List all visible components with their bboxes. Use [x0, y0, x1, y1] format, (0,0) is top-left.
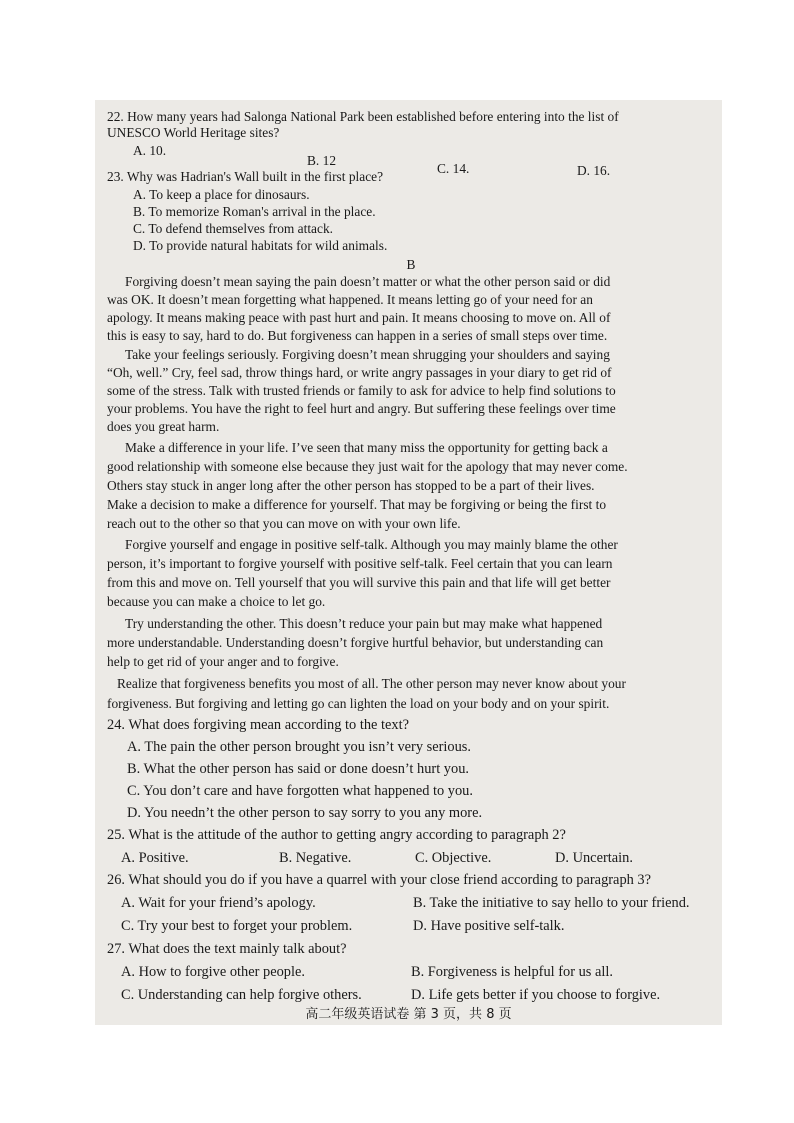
q27-option-a: A. How to forgive other people.	[121, 964, 305, 980]
passage-line: some of the stress. Talk with trusted friends or family to ask for advice to help find solutions to	[107, 383, 616, 398]
passage-line: good relationship with someone else because they just wait for the apology that may never come.	[107, 459, 628, 474]
q25-option-c: C. Objective.	[415, 850, 492, 866]
q24-option-d: D. You needn’t the other person to say sorry to you any more.	[127, 805, 483, 821]
passage-line: Try understanding the other. This doesn’t reduce your pain but may make what happened	[125, 616, 603, 631]
passage-line: forgiveness. But forgiving and letting go can lighten the load on your body and on your spirit.	[107, 696, 610, 711]
q24-option-b: B. What the other person has said or done doesn’t hurt you.	[127, 761, 469, 777]
q22-stem-line2: UNESCO World Heritage sites?	[107, 125, 280, 140]
passage-line: from this and move on. Tell yourself that you will survive this pain and that life will get better	[107, 575, 611, 590]
passage-line: person, it’s important to forgive yourself with positive self-talk. Feel certain that you can learn	[107, 556, 613, 571]
passage-line: does you great harm.	[107, 419, 220, 434]
q22-option-d: D. 16.	[577, 163, 611, 178]
passage-line: your problems. You have the right to feel hurt and angry. But suffering these feelings over time	[107, 401, 616, 416]
q23-option-d: D. To provide natural habitats for wild animals.	[133, 238, 388, 253]
passage-line: Forgive yourself and engage in positive self-talk. Although you may mainly blame the other	[125, 537, 618, 552]
page-footer: 高二年级英语试卷 第 3 页，共 8 页	[305, 1007, 512, 1022]
passage-line: Others stay stuck in anger long after the other person has stopped to be a part of their lives.	[107, 478, 595, 493]
q26-option-b: B. Take the initiative to say hello to your friend.	[413, 895, 690, 911]
q22-option-a: A. 10.	[133, 143, 167, 158]
passage-line: more understandable. Understanding doesn’t forgive hurtful behavior, but understanding can	[107, 635, 604, 650]
passage-line: Take your feelings seriously. Forgiving doesn’t mean shrugging your shoulders and saying	[125, 347, 610, 362]
passage-line: Make a difference in your life. I’ve seen that many miss the opportunity for getting back a	[125, 440, 608, 455]
q27-option-d: D. Life gets better if you choose to forgive.	[411, 987, 661, 1003]
q24-option-a: A. The pain the other person brought you isn’t very serious.	[127, 739, 471, 755]
q27-stem: 27. What does the text mainly talk about?	[107, 941, 347, 957]
q22-stem-line1: 22. How many years had Salonga National Park been established before entering into the list of	[107, 109, 619, 124]
q24-stem: 24. What does forgiving mean according to the text?	[107, 717, 409, 733]
q25-stem: 25. What is the attitude of the author to getting angry according to paragraph 2?	[107, 827, 566, 843]
q22-option-b: B. 12	[307, 153, 337, 168]
passage-line: reach out to the other so that you can move on with your own life.	[107, 516, 461, 531]
passage-line: was OK. It doesn’t mean forgetting what happened. It means letting go of your need for an	[107, 292, 593, 307]
q26-option-d: D. Have positive self-talk.	[413, 918, 565, 934]
q23-option-a: A. To keep a place for dinosaurs.	[133, 187, 310, 202]
q26-stem: 26. What should you do if you have a quarrel with your close friend according to paragraph 3?	[107, 872, 652, 888]
q25-option-a: A. Positive.	[121, 850, 189, 866]
passage-line: this is easy to say, hard to do. But forgiveness can happen in a series of small steps over time.	[107, 328, 608, 343]
q23-stem: 23. Why was Hadrian's Wall built in the first place?	[107, 169, 384, 184]
q23-option-b: B. To memorize Roman's arrival in the place.	[133, 204, 376, 219]
q25-option-b: B. Negative.	[279, 850, 352, 866]
passage-line: help to get rid of your anger and to forgive.	[107, 654, 339, 669]
q27-option-b: B. Forgiveness is helpful for us all.	[411, 964, 613, 980]
q25-option-d: D. Uncertain.	[555, 850, 633, 866]
q24-option-c: C. You don’t care and have forgotten what happened to you.	[127, 783, 473, 799]
passage-line: Make a decision to make a difference for yourself. That may be forgiving or being the first to	[107, 497, 607, 512]
q22-option-c: C. 14.	[437, 161, 470, 176]
passage-line: Forgiving doesn’t mean saying the pain doesn’t matter or what the other person said or did	[125, 274, 611, 289]
section-b-heading: B	[406, 257, 416, 272]
exam-page	[95, 100, 722, 1025]
q26-option-a: A. Wait for your friend’s apology.	[121, 895, 316, 911]
passage-line: “Oh, well.” Cry, feel sad, throw things hard, or write angry passages in your diary to get rid of	[107, 365, 612, 380]
q26-option-c: C. Try your best to forget your problem.	[121, 918, 353, 934]
passage-line: because you can make a choice to let go.	[107, 594, 326, 609]
passage-line: Realize that forgiveness benefits you most of all. The other person may never know about your	[117, 676, 626, 691]
q23-option-c: C. To defend themselves from attack.	[133, 221, 333, 236]
passage-line: apology. It means making peace with past hurt and pain. It means choosing to move on. All of	[107, 310, 611, 325]
q27-option-c: C. Understanding can help forgive others.	[121, 987, 362, 1003]
